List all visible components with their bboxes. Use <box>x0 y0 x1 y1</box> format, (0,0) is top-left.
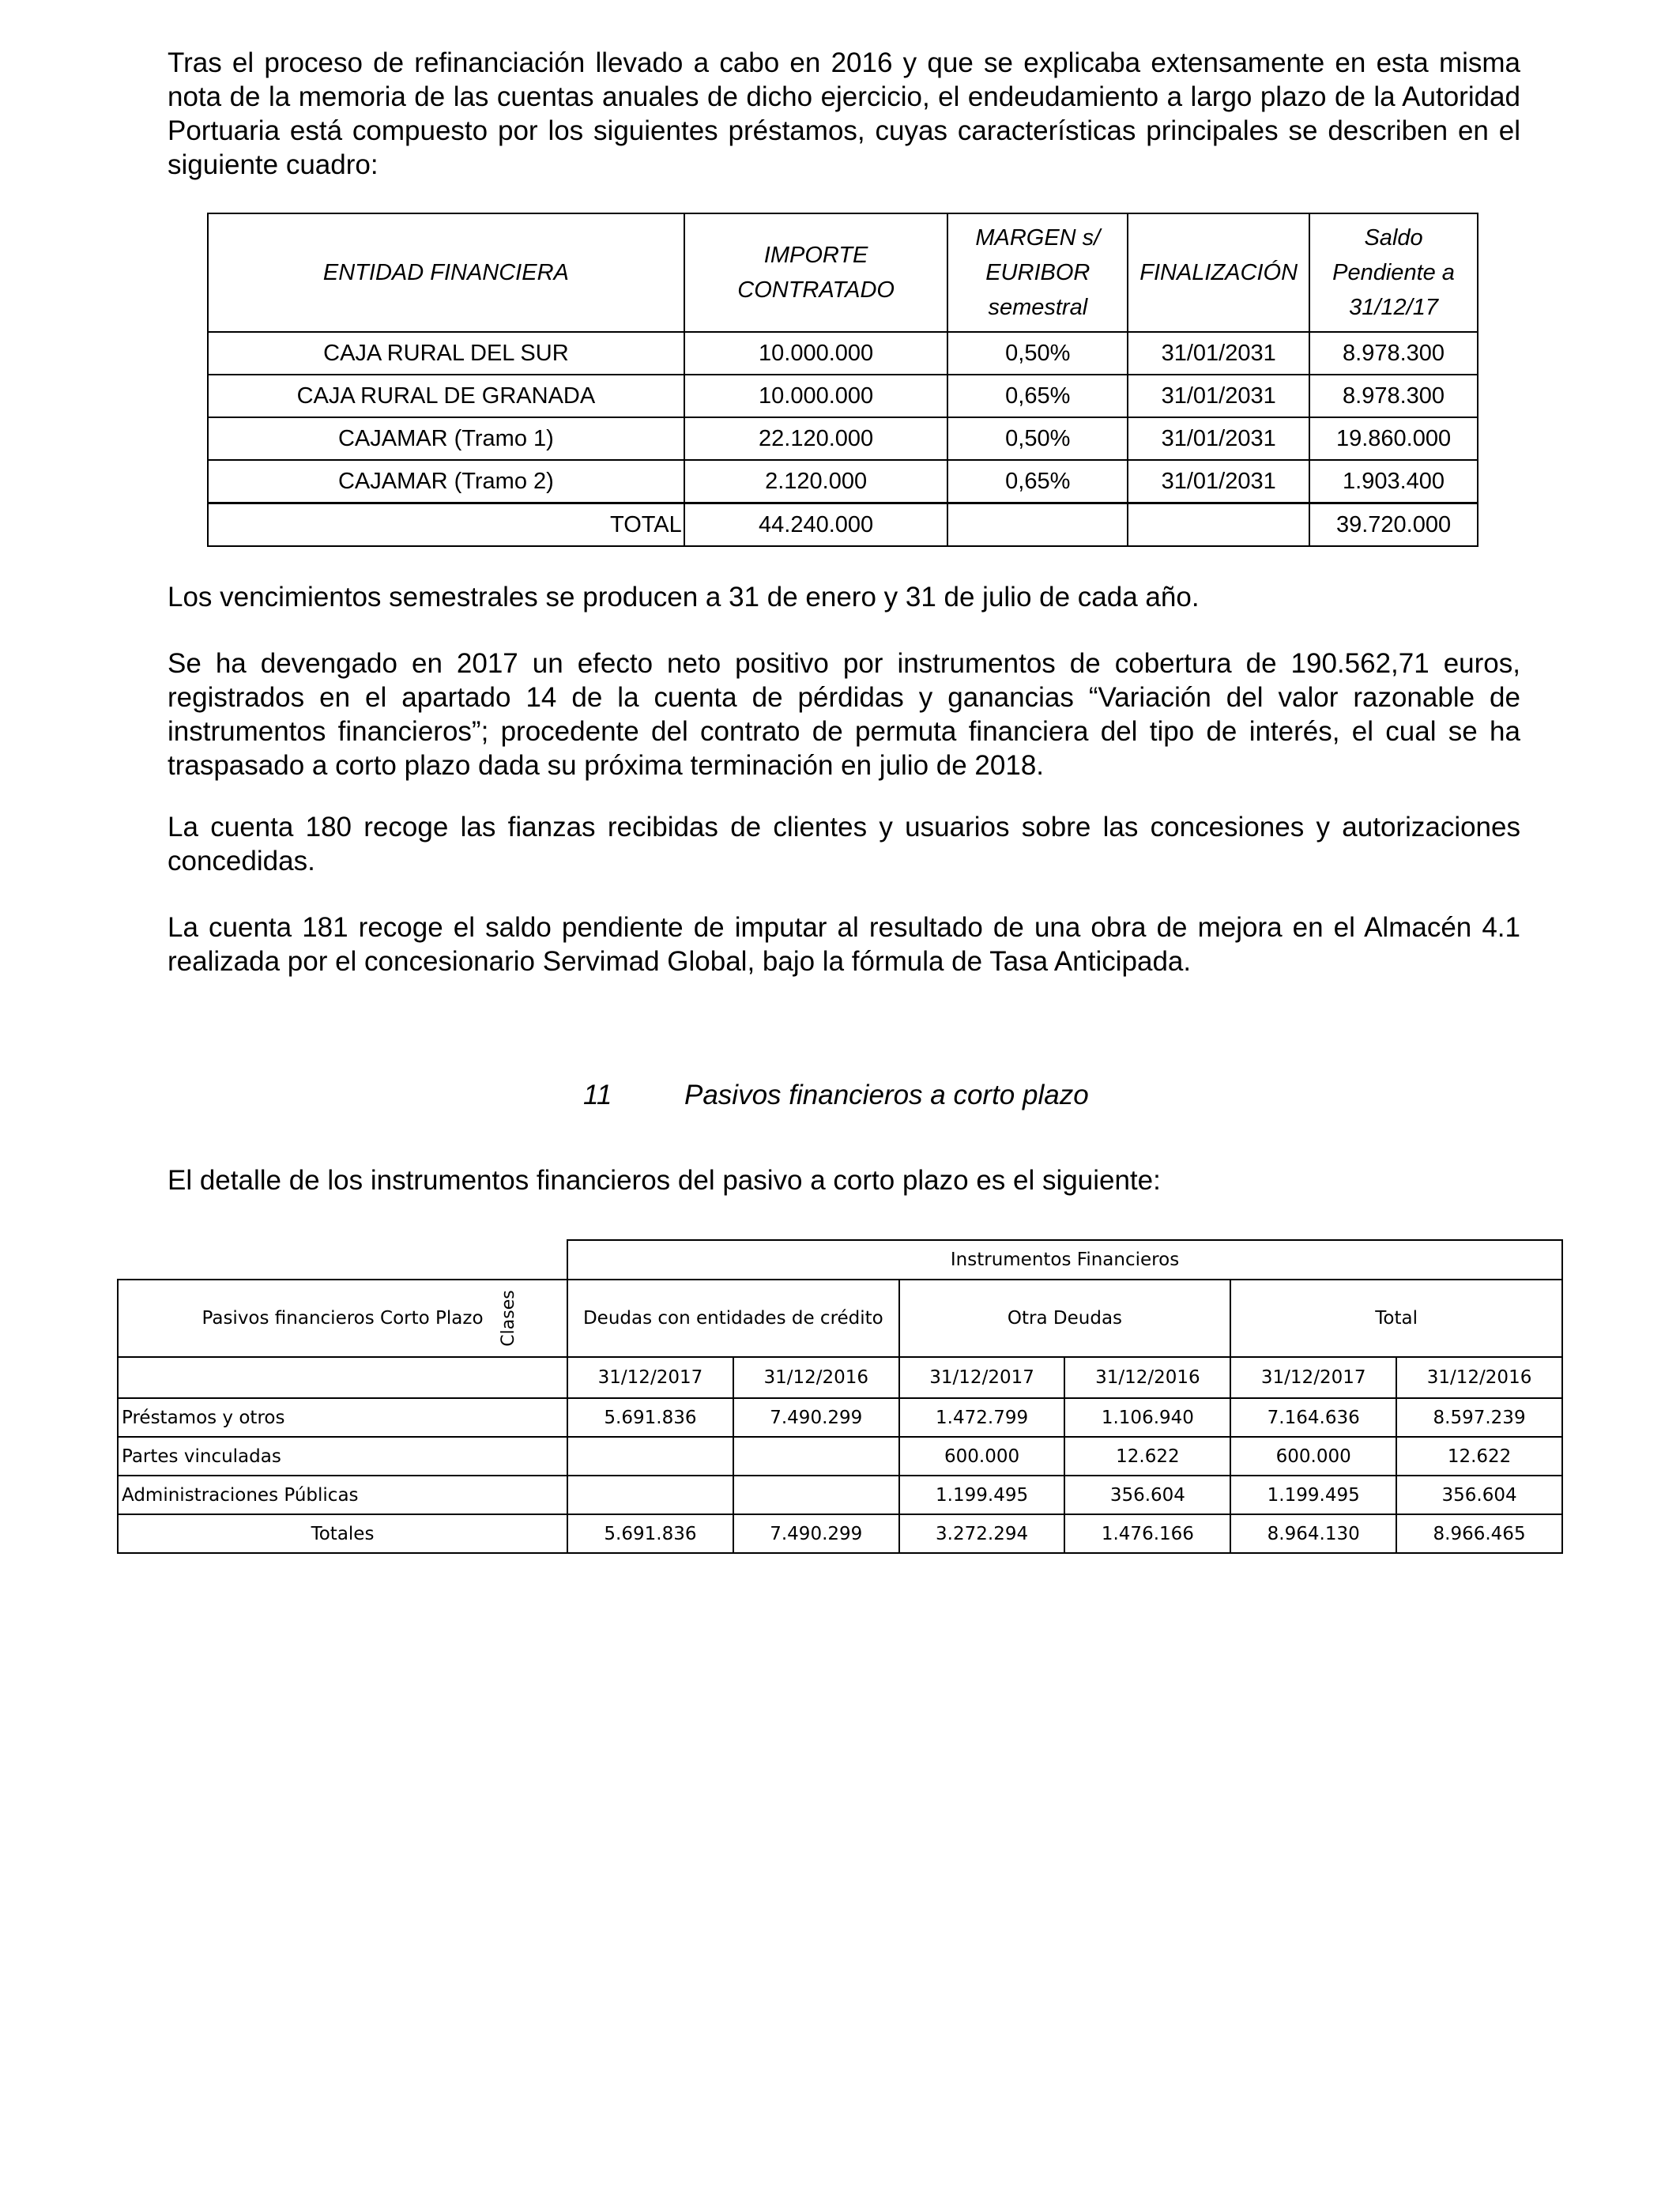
total-cell: 1.476.166 <box>1064 1514 1230 1553</box>
total-cell: 7.490.299 <box>733 1514 899 1553</box>
section-title: Pasivos financieros a corto plazo <box>684 1080 1089 1110</box>
loan-finalizacion: 31/01/2031 <box>1128 375 1309 417</box>
group-deudas: Deudas con entidades de crédito <box>567 1280 899 1357</box>
group-otra-deudas: Otra Deudas <box>899 1280 1231 1357</box>
loan-row <box>208 460 1478 503</box>
loans-total-row <box>208 503 1478 547</box>
dates-label-cell <box>118 1357 567 1398</box>
cuenta-180-paragraph: La cuenta 180 recoge las fianzas recibidas de clientes y usuarios sobre las concesiones y autorizaciones concedidas. <box>168 812 1520 876</box>
loan-entidad: CAJA RURAL DEL SUR <box>208 332 684 375</box>
devengado-paragraph: Se ha devengado en 2017 un efecto neto positivo por instrumentos de cobertura de 190.562,71 euros, registrados en el apartado 14 de la cuenta de pérdidas y ganancias “Variación del valor razonable de instrumentos financieros”; procedente del contrato de permuta financiera del tipo de interés, el cual se ha traspasado a corto plazo dada su próxima terminación en julio de 2018. <box>168 648 1520 781</box>
dates-row <box>118 1357 1562 1398</box>
value-cell: 8.597.239 <box>1396 1398 1562 1437</box>
loans-total-finalizacion <box>1128 503 1309 547</box>
loan-importe: 2.120.000 <box>684 460 948 503</box>
value-cell: 1.199.495 <box>1230 1476 1396 1514</box>
value-cell: 1.472.799 <box>899 1398 1065 1437</box>
loans-total-label: TOTAL <box>208 503 684 547</box>
value-cell: 1.106.940 <box>1064 1398 1230 1437</box>
header-entidad: ENTIDAD FINANCIERA <box>208 213 684 332</box>
loan-importe: 22.120.000 <box>684 417 948 460</box>
vencimientos-paragraph: Los vencimientos semestrales se producen a 31 de enero y 31 de julio de cada año. <box>168 582 1200 613</box>
value-cell <box>567 1437 733 1476</box>
value-cell <box>567 1476 733 1514</box>
loan-row <box>208 417 1478 460</box>
loan-margen: 0,65% <box>947 375 1128 417</box>
short-term-liabilities-table <box>117 1239 1563 1554</box>
totals-row <box>118 1514 1562 1553</box>
date-cell: 31/12/2017 <box>567 1357 733 1398</box>
loan-finalizacion: 31/01/2031 <box>1128 460 1309 503</box>
loan-finalizacion: 31/01/2031 <box>1128 417 1309 460</box>
loan-entidad: CAJAMAR (Tramo 1) <box>208 417 684 460</box>
loans-header-row <box>208 213 1478 332</box>
value-cell: 5.691.836 <box>567 1398 733 1437</box>
table-row <box>118 1437 1562 1476</box>
loan-saldo: 1.903.400 <box>1309 460 1478 503</box>
loans-total-importe: 44.240.000 <box>684 503 948 547</box>
value-cell: 600.000 <box>1230 1437 1396 1476</box>
header-importe: IMPORTE CONTRATADO <box>684 213 948 332</box>
value-cell: 7.164.636 <box>1230 1398 1396 1437</box>
loan-row <box>208 375 1478 417</box>
instrumentos-header: Instrumentos Financieros <box>567 1240 1562 1280</box>
blank-cell <box>118 1240 567 1280</box>
header-finalizacion: FINALIZACIÓN <box>1128 213 1309 332</box>
group-header-row <box>118 1280 1562 1357</box>
header-saldo: Saldo Pendiente a 31/12/17 <box>1309 213 1478 332</box>
clases-label: Clases <box>498 1290 518 1347</box>
header-margen: MARGEN s/ EURIBOR semestral <box>947 213 1128 332</box>
date-cell: 31/12/2017 <box>1230 1357 1396 1398</box>
totals-label: Totales <box>118 1514 567 1553</box>
loan-entidad: CAJA RURAL DE GRANADA <box>208 375 684 417</box>
loan-saldo: 19.860.000 <box>1309 417 1478 460</box>
value-cell: 600.000 <box>899 1437 1065 1476</box>
value-cell: 12.622 <box>1396 1437 1562 1476</box>
loans-total-saldo: 39.720.000 <box>1309 503 1478 547</box>
loan-row <box>208 332 1478 375</box>
row-label: Partes vinculadas <box>118 1437 567 1476</box>
loans-total-margen <box>947 503 1128 547</box>
group-total: Total <box>1230 1280 1562 1357</box>
loan-saldo: 8.978.300 <box>1309 332 1478 375</box>
total-cell: 8.964.130 <box>1230 1514 1396 1553</box>
table-row <box>118 1398 1562 1437</box>
cuenta-181-paragraph: La cuenta 181 recoge el saldo pendiente de imputar al resultado de una obra de mejora en el Almacén 4.1 realizada por el concesionario Servimad Global, bajo la fórmula de Tasa Anticipada. <box>168 912 1520 977</box>
value-cell <box>733 1437 899 1476</box>
loan-importe: 10.000.000 <box>684 332 948 375</box>
value-cell <box>733 1476 899 1514</box>
date-cell: 31/12/2016 <box>1064 1357 1230 1398</box>
intro-paragraph: Tras el proceso de refinanciación llevado a cabo en 2016 y que se explicaba extensamente en esta misma nota de la memoria de las cuentas anuales de dicho ejercicio, el endeudamiento a largo plazo de la Autoridad Portuaria está compuesto por los siguientes préstamos, cuyas características principales se describen en el siguiente cuadro: <box>168 47 1520 180</box>
row-label: Administraciones Públicas <box>118 1476 567 1514</box>
pasivos-label-cell <box>118 1280 567 1357</box>
loan-margen: 0,50% <box>947 417 1128 460</box>
pasivos-label: Pasivos financieros Corto Plazo <box>202 1308 484 1329</box>
value-cell: 356.604 <box>1396 1476 1562 1514</box>
loan-importe: 10.000.000 <box>684 375 948 417</box>
value-cell: 12.622 <box>1064 1437 1230 1476</box>
value-cell: 1.199.495 <box>899 1476 1065 1514</box>
loans-table <box>207 213 1478 547</box>
loan-margen: 0,65% <box>947 460 1128 503</box>
section-number: 11 <box>583 1080 612 1110</box>
table-row <box>118 1476 1562 1514</box>
total-cell: 3.272.294 <box>899 1514 1065 1553</box>
date-cell: 31/12/2016 <box>1396 1357 1562 1398</box>
instrumentos-row <box>118 1240 1562 1280</box>
loan-finalizacion: 31/01/2031 <box>1128 332 1309 375</box>
loan-saldo: 8.978.300 <box>1309 375 1478 417</box>
row-label: Préstamos y otros <box>118 1398 567 1437</box>
total-cell: 8.966.465 <box>1396 1514 1562 1553</box>
loan-entidad: CAJAMAR (Tramo 2) <box>208 460 684 503</box>
date-cell: 31/12/2016 <box>733 1357 899 1398</box>
date-cell: 31/12/2017 <box>899 1357 1065 1398</box>
loan-margen: 0,50% <box>947 332 1128 375</box>
value-cell: 356.604 <box>1064 1476 1230 1514</box>
total-cell: 5.691.836 <box>567 1514 733 1553</box>
detalle-paragraph: El detalle de los instrumentos financieros del pasivo a corto plazo es el siguiente: <box>168 1165 1161 1196</box>
value-cell: 7.490.299 <box>733 1398 899 1437</box>
